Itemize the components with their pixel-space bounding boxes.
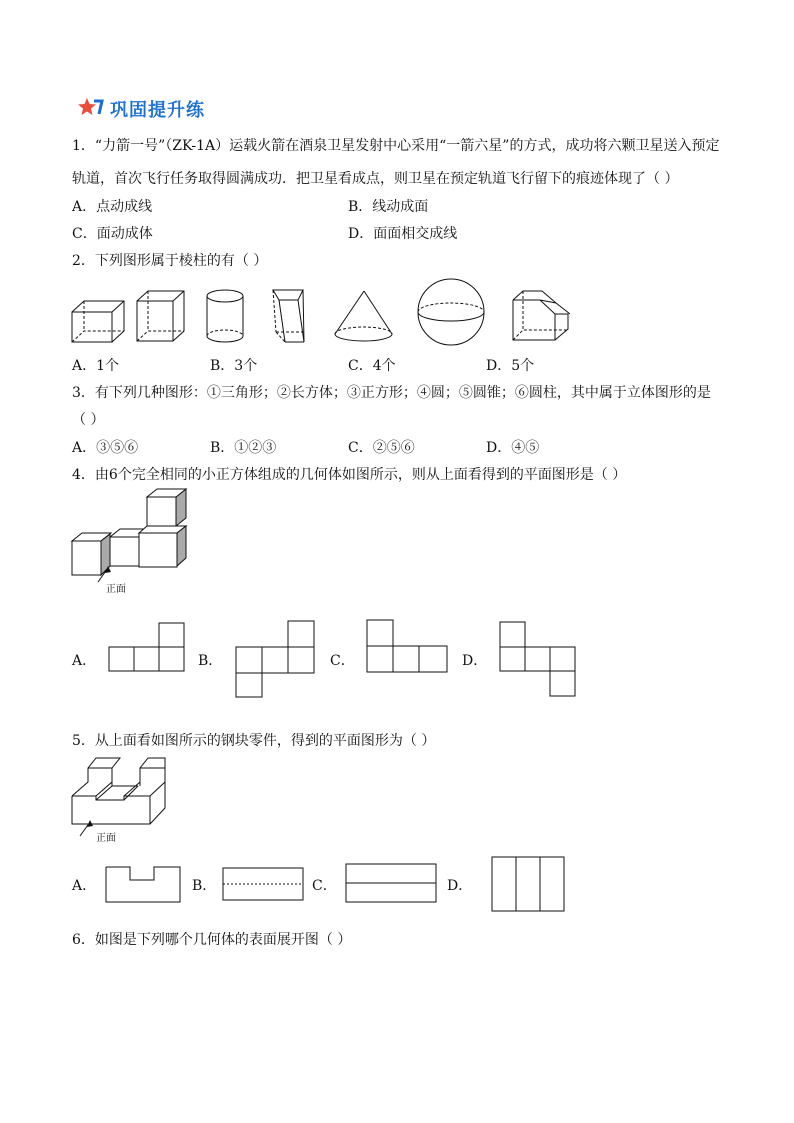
q1-stem-line1: 1．“力箭一号”（ZK-1A）运载火箭在酒泉卫星发射中心采用“一箭六星”的方式，成功将六颗卫星送入预定 xyxy=(72,138,720,154)
q2-stem: 2．下列图形属于棱柱的有（ ） xyxy=(72,253,268,269)
q5-front-label: 正面 xyxy=(96,833,116,844)
q4-option-d[interactable]: D． xyxy=(462,653,488,669)
q5-option-c[interactable]: C． xyxy=(312,878,337,894)
q5-option-b[interactable]: B． xyxy=(192,878,217,894)
q5-option-a[interactable]: A． xyxy=(72,878,97,894)
q2-option-d[interactable]: D．5个 xyxy=(486,358,535,374)
q4-option-c[interactable]: C． xyxy=(330,653,355,669)
q1-option-a[interactable]: A．点动成线 xyxy=(72,199,153,215)
q4-front-label: 正面 xyxy=(106,584,126,595)
q4-option-b[interactable]: B． xyxy=(198,653,223,669)
section-title: 巩固提升练 xyxy=(110,100,205,121)
q1-option-b[interactable]: B．线动成面 xyxy=(348,199,429,215)
q3-option-d[interactable]: D．④⑤ xyxy=(486,440,540,456)
q2-option-b[interactable]: B．3个 xyxy=(210,358,258,374)
q2-option-c[interactable]: C．4个 xyxy=(348,358,396,374)
q3-option-a[interactable]: A．③⑤⑥ xyxy=(72,440,139,456)
q4-option-a[interactable]: A． xyxy=(72,653,97,669)
q1-stem-line2: 轨道，首次飞行任务取得圆满成功．把卫星看成点，则卫星在预定轨道飞行留下的痕迹体现了（ ） xyxy=(72,171,679,187)
q3-option-b[interactable]: B．①②③ xyxy=(210,440,277,456)
q3-stem-line2: （ ） xyxy=(72,412,105,428)
q3-option-c[interactable]: C．②⑤⑥ xyxy=(348,440,415,456)
q3-stem-line1: 3．有下列几种图形：①三角形；②长方体；③正方形；④圆；⑤圆锥；⑥圆柱，其中属于立体图形的是 xyxy=(72,385,711,401)
q1-option-c[interactable]: C．面动成体 xyxy=(72,226,153,242)
q5-stem: 5．从上面看如图所示的钢块零件，得到的平面图形为（ ） xyxy=(72,733,436,749)
q5-option-d[interactable]: D． xyxy=(447,878,473,894)
q6-stem: 6．如图是下列哪个几何体的表面展开图（ ） xyxy=(72,932,352,948)
q2-option-a[interactable]: A．1个 xyxy=(72,358,120,374)
q1-option-d[interactable]: D．面面相交成线 xyxy=(348,226,458,242)
q4-stem: 4．由6个完全相同的小正方体组成的几何体如图所示，则从上面看得到的平面图形是（ ） xyxy=(72,467,627,483)
